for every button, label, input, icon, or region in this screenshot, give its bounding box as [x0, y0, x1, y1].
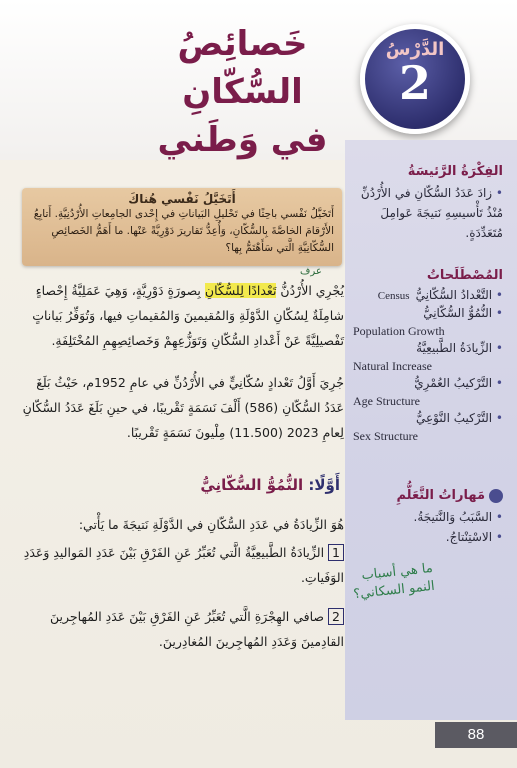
lesson-badge — [360, 24, 470, 134]
lesson-title-line2: في وَطَني — [157, 120, 328, 160]
term-en: Sex Structure — [353, 429, 418, 443]
highlighted-term: تَعْدادًا لِلسُّكّانِ — [204, 283, 277, 298]
main-idea-block — [345, 164, 503, 243]
term-en: Natural Increase — [353, 359, 432, 373]
term-item — [345, 287, 503, 305]
term-en: Population Growth — [353, 324, 445, 338]
lesson-title — [115, 20, 370, 160]
paragraph-1 — [14, 278, 344, 353]
term-en: Age Structure — [353, 394, 420, 408]
lesson-title-line1: خَصائِصُ السُّكّانِ — [177, 24, 308, 112]
skills-block — [345, 488, 503, 547]
lesson-number: 2 — [398, 56, 431, 110]
paragraph-1-start: يُجْرِي الأُرْدُنُّ — [276, 283, 344, 298]
term-item: • التَّرْكيبُ العُمْرِيُّ — [345, 375, 503, 392]
imagine-box — [22, 188, 342, 266]
paragraph-2: جُرِيَ أَوَّلُ تَعْدادٍ سُكّانِيٍّ في الأُرْدُنِّ في عامِ 1952م، حَيْثُ بَلَغَ عَدَدُ السُّكّانِ (586) أَلْفَ نَسَمَةٍ تَقْريبًا، في حينِ بَلَغَ عَدَدُ السُّكّانِ لِعامِ 2023 (11.500) مِلْيونَ نَسَمَةٍ تَقْريبًا. — [22, 375, 344, 440]
lesson-label: الدَّرْسُ — [385, 39, 445, 60]
item-number: 2 — [328, 608, 344, 625]
item-number: 1 — [328, 544, 344, 561]
skill-item: • السَّبَبُ وَالنَّتيجَةُ. — [345, 507, 503, 527]
terms-block — [345, 268, 503, 445]
list-item — [14, 540, 344, 590]
term-item: • التَّرْكيبُ النَّوْعِيُّ — [345, 410, 503, 427]
paragraph-1-end: بِصورَةٍ دَوْرِيَّةٍ، وَهِيَ عَمَلِيَّةُ إِحْصاءٍ شامِلَةٌ لِسُكّانِ الدَّوْلَةِ وَالمُقيمينَ وَالمُقيماتِ فيها، وَتُوَفِّرُ بَياناتٍ تَفْصيلِيَّةً عَنْ أَعْدادِ السُّكّانِ وَتَوَزُّعِهِمْ وَخَصائِصِهِمِ المُخْتَلِفَةِ. — [32, 283, 344, 348]
main-idea-text: • زادَ عَدَدُ السُّكّانِ في الأُرْدُنِّ مُنْذُ تَأْسيسِهِ نَتيجَةَ عَوامِلَ مُتَعَدِّدَةٍ. — [345, 183, 503, 243]
list-item — [14, 604, 344, 654]
terms-heading: المُصْطَلَحاتُ — [426, 268, 503, 283]
imagine-title: أَتَخَيَّلُ نَفْسي هُناكَ — [128, 192, 236, 206]
margin-note: عرف — [300, 266, 322, 277]
sidebar — [345, 140, 517, 720]
term-ar: التَّعْدادُ السُّكّانِيُّ — [415, 288, 493, 302]
section-intro: هُوَ الزِّيادَةُ في عَدَدِ السُّكّانِ في الدَّوْلَةِ نَتيجَةَ ما يَأْتي: — [78, 517, 344, 532]
section-heading — [120, 476, 340, 494]
section-title: النُّمُوُّ السُّكّانِيُّ — [200, 476, 304, 494]
item-text: الزِّيادَةُ الطَّبيعِيَّةُ الَّتي تُعَبِّرُ عَنِ الفَرْقِ بَيْنَ عَدَدِ المَواليدِ وَعَدَدِ الوَفَياتِ. — [23, 545, 344, 585]
skills-icon — [489, 489, 503, 503]
imagine-text: أَتَخَيَّلُ نَفْسي باحِثًا في تَحْليلِ البَياناتِ في إِحْدى الجامِعاتِ الأُرْدُنِيَّةِ. أَتابِعُ الأَرْقامَ الخاصَّةَ بِالسُّكّانِ، وَأُعِدُّ تَقاريرَ دَوْرِيَّةً عَنْها. ما أَهَمُّ الخَصائِصِ السُّكّانِيَّةِ الَّتي سَأَهْتَمُّ بِها؟ — [33, 208, 334, 254]
section-number: أَوَّلًا: — [308, 476, 340, 494]
main-idea-heading: الفِكْرَةُ الرَّئيسَةُ — [407, 164, 503, 179]
handwritten-note: ما هي أسباب النمو السكاني؟ — [352, 560, 436, 603]
term-item: • الزِّيادَةُ الطَّبيعِيَّةُ — [345, 340, 503, 357]
term-en: Census — [377, 290, 410, 302]
item-text: صافي الهِجْرَةِ الَّتي تُعَبِّرُ عَنِ الفَرْقِ بَيْنَ عَدَدِ المُهاجِرينَ القادِمينَ وَعَدَدِ المُهاجِرينَ المُغادِرينَ. — [50, 609, 344, 649]
skills-heading — [345, 488, 503, 503]
skill-item: • الاسْتِنْتاجُ. — [345, 527, 503, 547]
term-item: • النُّمُوُّ السُّكّانِيُّ — [345, 305, 503, 322]
page-number: 88 — [435, 722, 517, 748]
skills-heading-text: مَهاراتُ التَّعَلُّمِ — [396, 488, 485, 503]
